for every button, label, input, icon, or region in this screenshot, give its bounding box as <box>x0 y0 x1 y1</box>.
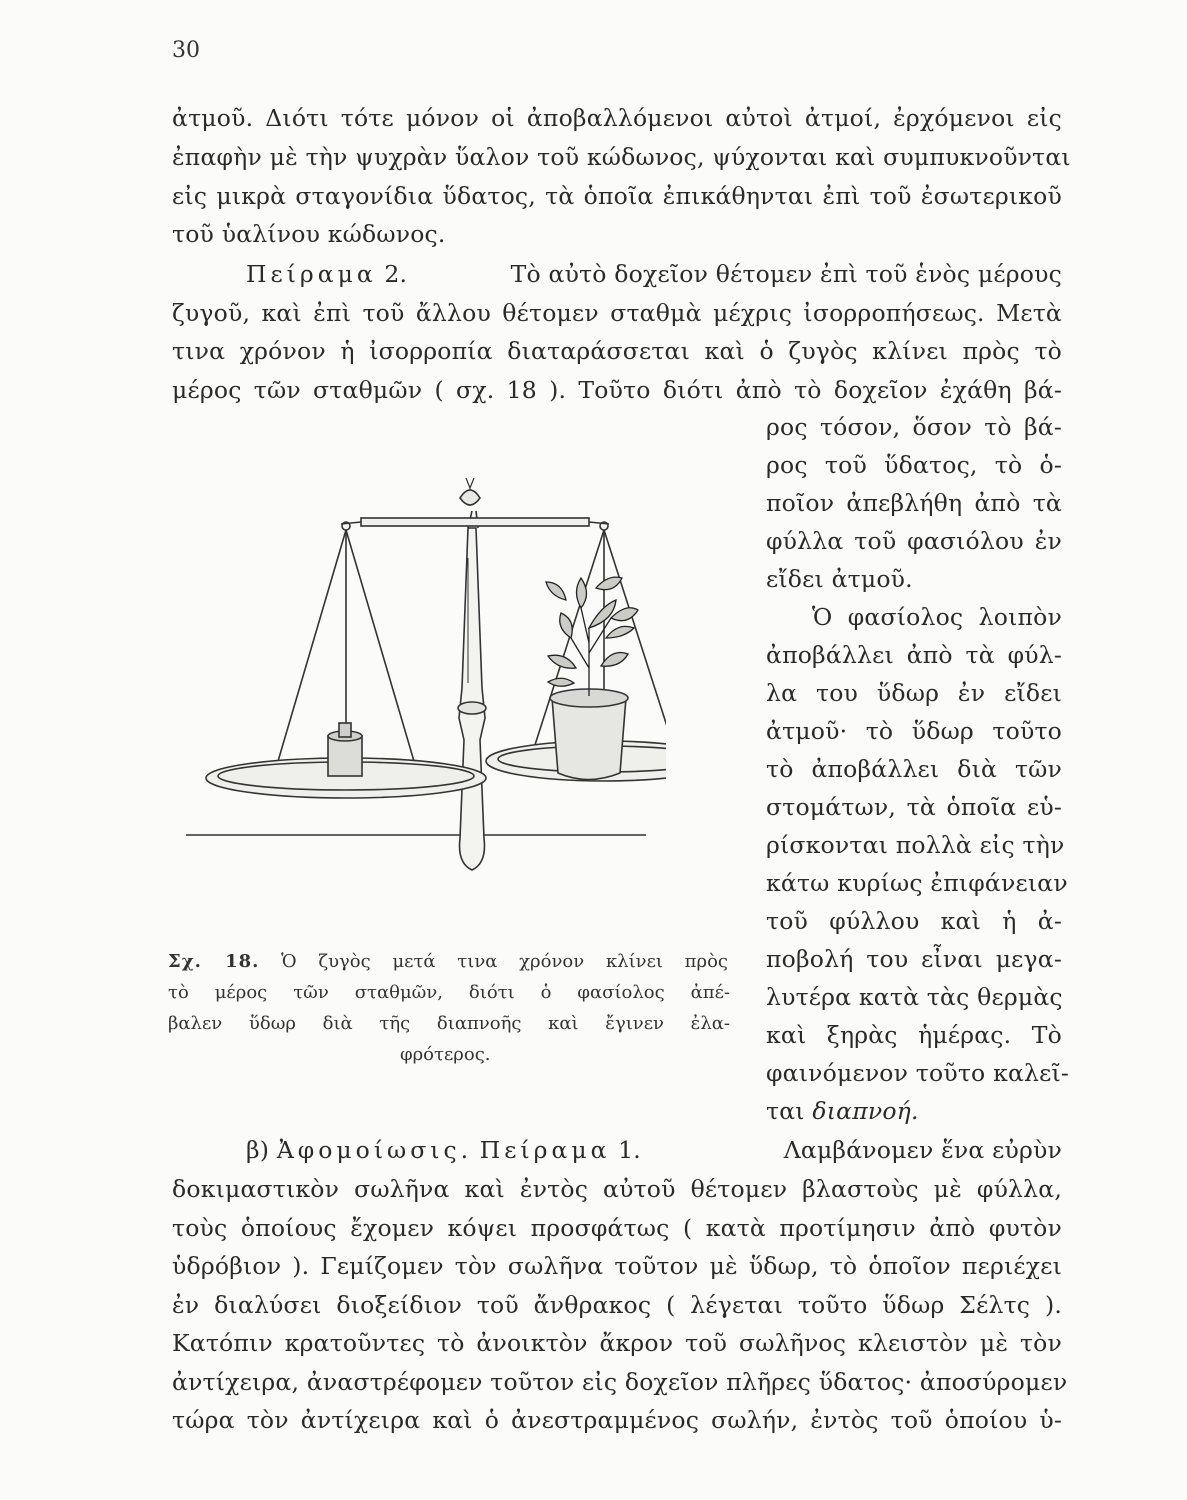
side-line: ἀτμοῦ· τὸ ὕδωρ τοῦτο <box>766 717 1062 745</box>
side-line: τοῦ φύλλου καὶ ἡ ἀ- <box>766 907 1062 935</box>
figure-caption-line: βαλεν ὕδωρ διὰ τῆς διαπνοῆς καὶ ἔγινεν ἐλα- <box>168 1013 730 1034</box>
body-line: ἐν διαλύσει διοξείδιον τοῦ ἄνθρακος ( λέγεται τοῦτο ὕδωρ Σέλτς ). <box>172 1291 1062 1319</box>
figure-label: Σχ. 18. <box>168 951 260 972</box>
body-line: ζυγοῦ, καὶ ἐπὶ τοῦ ἄλλου θέτομεν σταθμὰ μέχρις ἰσορροπήσεως. Μετὰ <box>172 299 1062 327</box>
side-line: κάτω κυρίως ἐπιφάνειαν <box>766 869 1068 897</box>
figure-caption-line: τὸ μέρος τῶν σταθμῶν, διότι ὁ φασίολος ἀπέ- <box>168 982 730 1003</box>
balance-scale-illustration <box>176 478 666 888</box>
body-line: τινα χρόνον ἡ ἰσορροπία διαταράσσεται καὶ ὁ ζυγὸς κλίνει πρὸς τὸ <box>172 337 1062 365</box>
body-line: ἐπαφὴν μὲ τὴν ψυχρὰν ὕαλον τοῦ κώδωνος, ψύχονται καὶ συμπυκνοῦνται <box>172 143 1071 171</box>
body-line: δοκιμαστικὸν σωλῆνα καὶ ἐντὸς αὐτοῦ θέτομεν βλαστοὺς μὲ φύλλα, <box>172 1175 1062 1203</box>
body-line: ὑδρόβιον ). Γεμίζομεν τὸν σωλῆνα τοῦτον μὲ ὕδωρ, τὸ ὁποῖον περιέχει <box>172 1252 1062 1280</box>
body-text: Τὸ αὐτὸ δοχεῖον θέτομεν ἐπὶ τοῦ ἑνὸς μέρους <box>510 260 1062 288</box>
side-line: εἴδει ἀτμοῦ. <box>766 565 913 593</box>
body-line: εἰς μικρὰ σταγονίδια ὕδατος, τὰ ὁποῖα ἐπικάθηνται ἐπὶ τοῦ ἐσωτερικοῦ <box>172 182 1062 210</box>
side-line: ἀποβάλλει ἀπὸ τὰ φύλ- <box>766 641 1062 669</box>
body-line: Κατόπιν κρατοῦντες τὸ ἀνοικτὸν ἄκρον τοῦ σωλῆνος κλειστὸν μὲ τὸν <box>172 1329 1062 1357</box>
section-b-heading-line <box>246 1136 1062 1164</box>
side-line: λα του ὕδωρ ἐν εἴδει <box>766 679 1062 707</box>
side-line: ρος τοῦ ὕδατος, τὸ ὁ- <box>766 451 1062 479</box>
body-line: ἀντίχειρα, ἀναστρέφομεν τοῦτον εἰς δοχεῖον πλῆρες ὕδατος· ἀποσύρομεν <box>172 1368 1068 1396</box>
side-line: ται διαπνοή. <box>766 1097 919 1125</box>
body-line: τοῦ ὑαλίνου κώδωνος. <box>172 220 446 248</box>
figure-caption-line: φρότερος. <box>400 1044 491 1065</box>
term-diapnoi: διαπνοή. <box>812 1097 919 1125</box>
body-line: μέρος τῶν σταθμῶν ( σχ. 18 ). Τοῦτο διότι ἀπὸ τὸ δοχεῖον ἐχάθη βά- <box>172 376 1062 404</box>
side-line: ποῖον ἀπεβλήθη ἀπὸ τὰ <box>766 489 1062 517</box>
side-line: Ὁ φασίολος λοιπὸν <box>812 603 1062 631</box>
page-number: 30 <box>172 38 200 63</box>
side-line: τὸ ἀποβάλλει διὰ τῶν <box>766 755 1062 783</box>
body-line: ἀτμοῦ. Διότι τότε μόνον οἱ ἀποβαλλόμενοι αὐτοὶ ἀτμοί, ἐρχόμενοι εἰς <box>172 104 1062 132</box>
side-line: ρίσκονται πολλὰ εἰς τὴν <box>766 831 1065 859</box>
experiment-2-heading: Πείραμα 2. <box>246 260 408 288</box>
experiment-2-line <box>246 260 1062 288</box>
side-line: καὶ ξηρὰς ἡμέρας. Τὸ <box>766 1021 1062 1049</box>
body-line: τοὺς ὁποίους ἔχομεν κόψει προσφάτως ( κατὰ προτίμησιν ἀπὸ φυτὸν <box>172 1214 1062 1242</box>
body-text: Λαμβάνομεν ἕνα εὐρὺν <box>783 1136 1062 1164</box>
side-line: λυτέρα κατὰ τὰς θερμὰς <box>766 983 1063 1011</box>
side-line: φύλλα τοῦ φασιόλου ἐν <box>766 527 1062 555</box>
side-line: ποβολή του εἶναι μεγα- <box>766 945 1062 973</box>
side-line: στομάτων, τὰ ὁποῖα εὑ- <box>766 793 1062 821</box>
section-b-heading: β) Ἀφομοίωσις. Πείραμα 1. <box>246 1136 641 1164</box>
body-line: τώρα τὸν ἀντίχειρα καὶ ὁ ἀνεστραμμένος σωλήν, ἐντὸς τοῦ ὁποίου ὑ- <box>172 1406 1062 1434</box>
side-line: ρος τόσον, ὅσον τὸ βά- <box>766 413 1062 441</box>
side-line: φαινόμενον τοῦτο καλεῖ- <box>766 1059 1070 1087</box>
figure-caption-line: Σχ. 18. Ὁ ζυγὸς μετά τινα χρόνον κλίνει πρὸς <box>168 951 728 972</box>
